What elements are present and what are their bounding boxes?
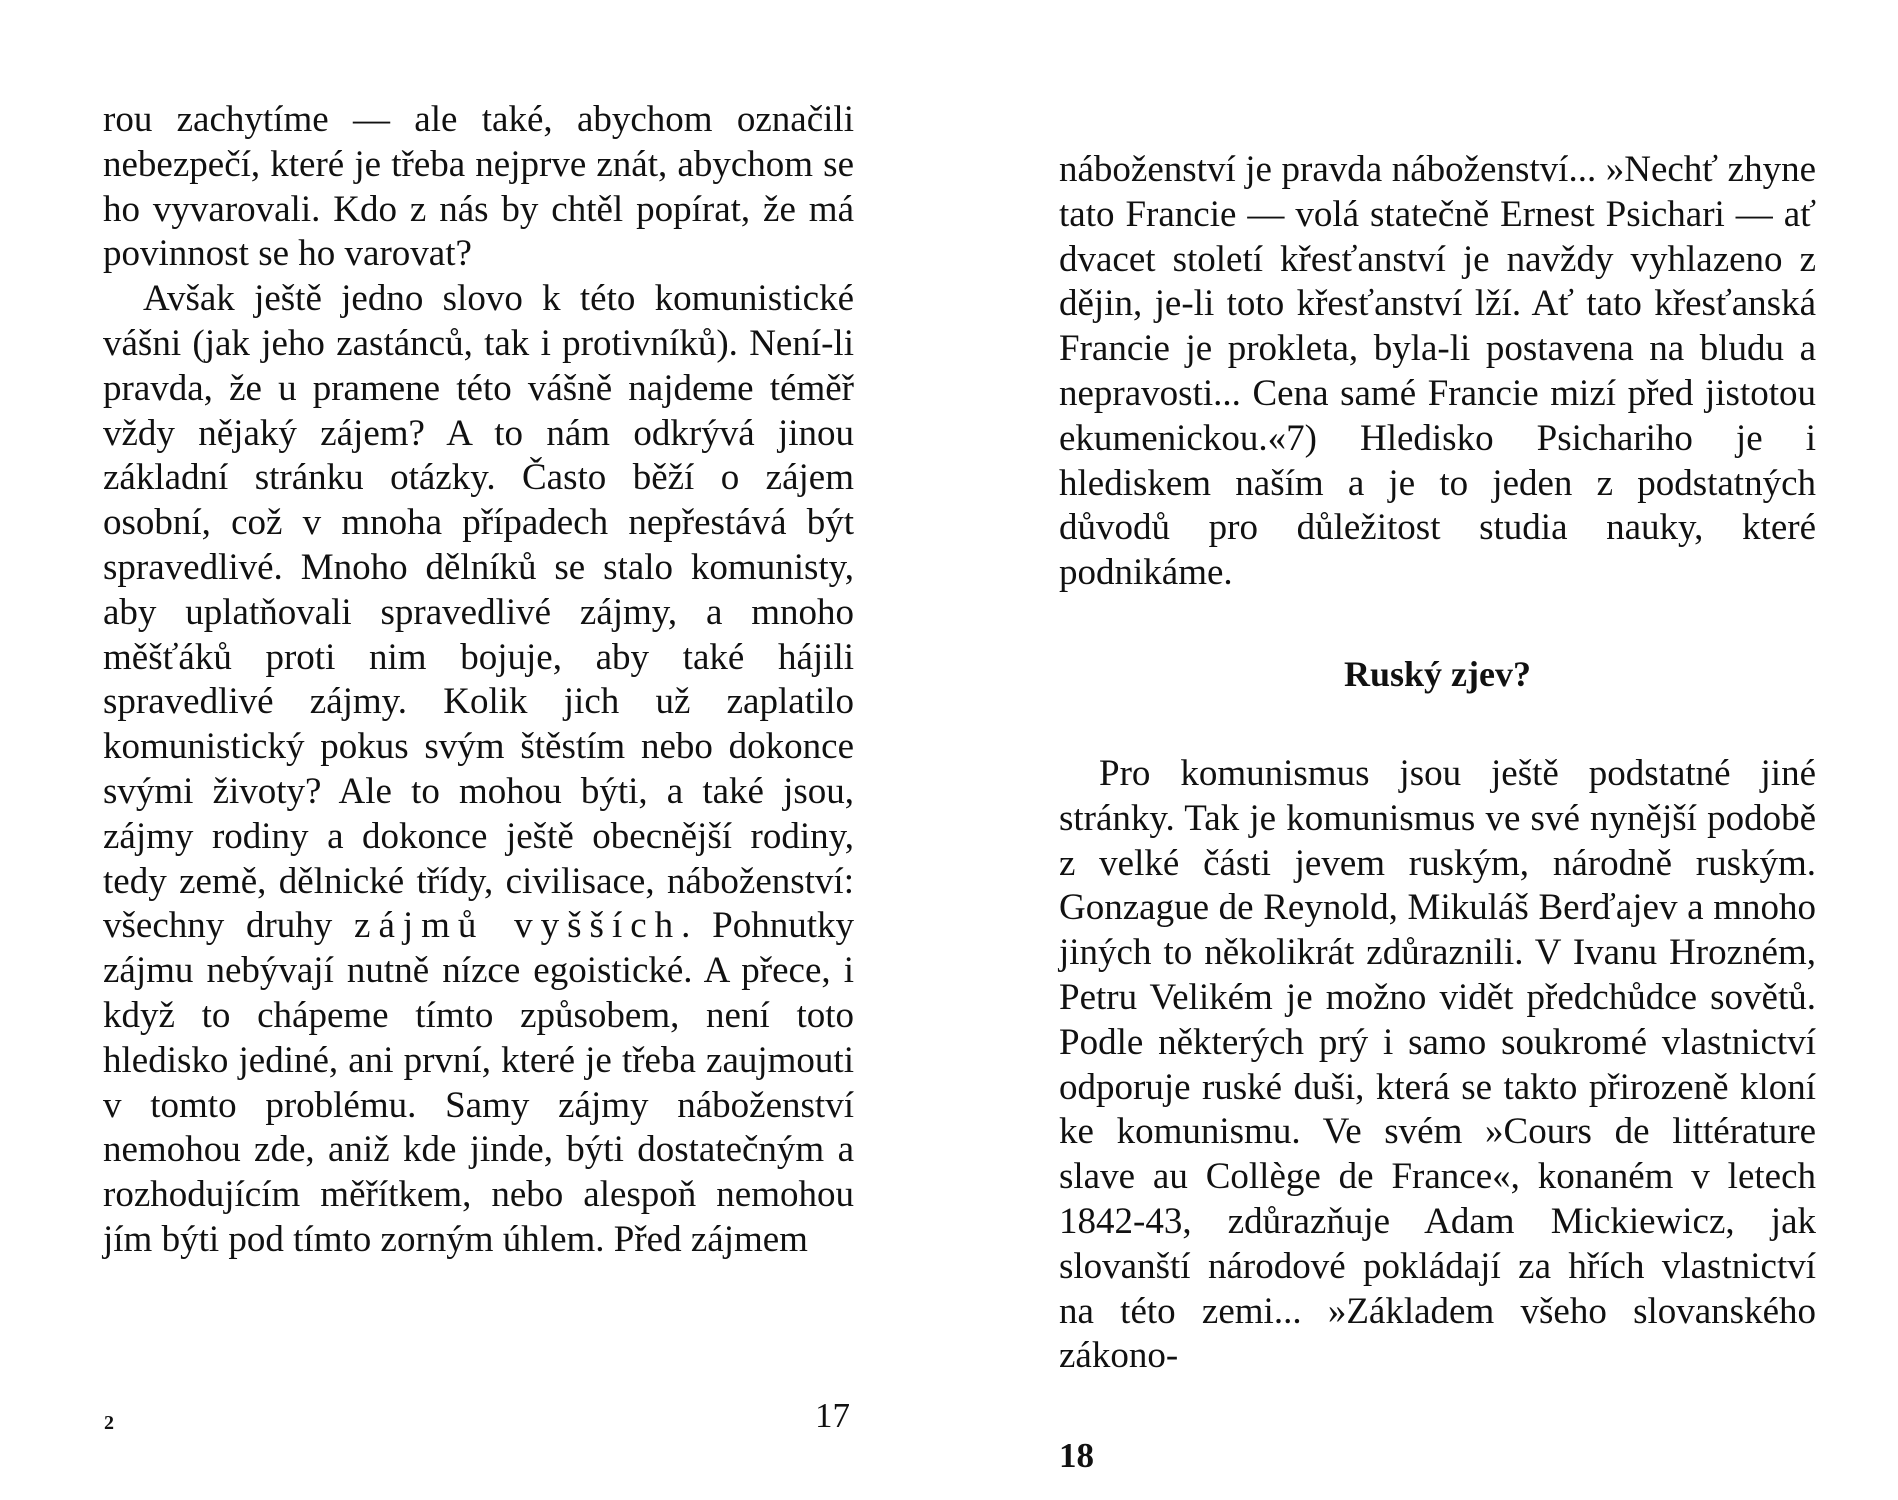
right-page	[949, 0, 1898, 1500]
left-paragraph-1: rou zachytíme — ale také, abychom označili nebezpečí, které je třeba nejprve znát, abychom se ho vyvarovali. Kdo z nás by chtěl popírat, že má povinnost se ho varovat?	[103, 99, 854, 275]
section-heading: Ruský zjev?	[1344, 654, 1531, 694]
left-paragraph-2	[103, 277, 854, 1263]
printer-signature-mark: 2	[104, 1412, 114, 1434]
right-page-number: 18	[1059, 1436, 1094, 1475]
spaced-emphasis-text: zájmů vyšších	[354, 905, 682, 947]
left-paragraph-2-end: . Pohnutky zájmu nebývají nutně nízce egoistické. A přece, i když to chápeme tímto způsobem, není toto hledisko jediné, ani první, které je třeba zaujmouti v tomto problému. Samy zájmy náboženství nemohou zde, aniž kde jinde, býti dostatečným a rozhodujícím měřítkem, nebo alespoň nemohou jím býti pod tímto zorným úhlem. Před zájmem	[103, 905, 855, 1260]
left-page-text	[103, 98, 854, 1263]
left-page-number: 17	[815, 1396, 850, 1435]
right-page-opening-text	[1059, 148, 1816, 596]
right-paragraph-2: Pro komunismus jsou ještě podstatné jiné stránky. Tak je komunismus ve své nynější podobě z velké části jevem ruským, národně ruským. Gonzague de Reynold, Mikuláš Berďajev a mnoho jiných to několikrát zdůraznili. V Ivanu Hrozném, Petru Velikém je možno vidět předchůdce sovětů. Podle některých prý i samo soukromé vlastnictví odporuje ruské duši, která se takto přirozeně kloní ke komunismu. Ve svém »Cours de littérature slave au Collège de France«, konaném v letech 1842-43, zdůrazňuje Adam Mickiewicz, jak slovanští národové pokládají za hřích vlastnictví na této zemi... »Základem všeho slovanského zákono-	[1059, 753, 1816, 1377]
right-paragraph-1: náboženství je pravda náboženství... »Nechť zhyne tato Francie — volá statečně Ernest Psichari — ať dvacet století křesťanství je navždy vyhlazeno z dějin, je-li toto křesťanství lží. Ať tato křesťanská Francie je prokleta, byla-li postavena na bludu a nepravosti... Cena samé Francie mizí před jistotou ekumenickou.«7) Hledisko Psichariho je i hlediskem naším a je to jeden z podstatných důvodů pro důležitost studia nauky, které podnikáme.	[1059, 149, 1816, 594]
left-paragraph-2-start: Avšak ještě jedno slovo k této komunistické vášni (jak jeho zastánců, tak i protivníků). Není-li pravda, že u pramene této vášně najdeme téměř vždy nějaký zájem? A to nám odkrývá jinou základní stránku otázky. Často běží o zájem osobní, což v mnoha případech nepřestává být spravedlivé. Mnoho dělníků se stalo komunisty, aby uplatňovali spravedlivé zájmy, a mnoho měšťáků proti nim bojuje, aby také hájili spravedlivé zájmy. Kolik jich už zaplatilo komunistický pokus svým štěstím nebo dokonce svými životy? Ale to mohou býti, a také jsou, zájmy rodiny a dokonce ještě obecnější rodiny, tedy země, dělnické třídy, civilisace, náboženství: všechny druhy	[103, 278, 854, 947]
right-page-section-text	[1059, 752, 1816, 1379]
